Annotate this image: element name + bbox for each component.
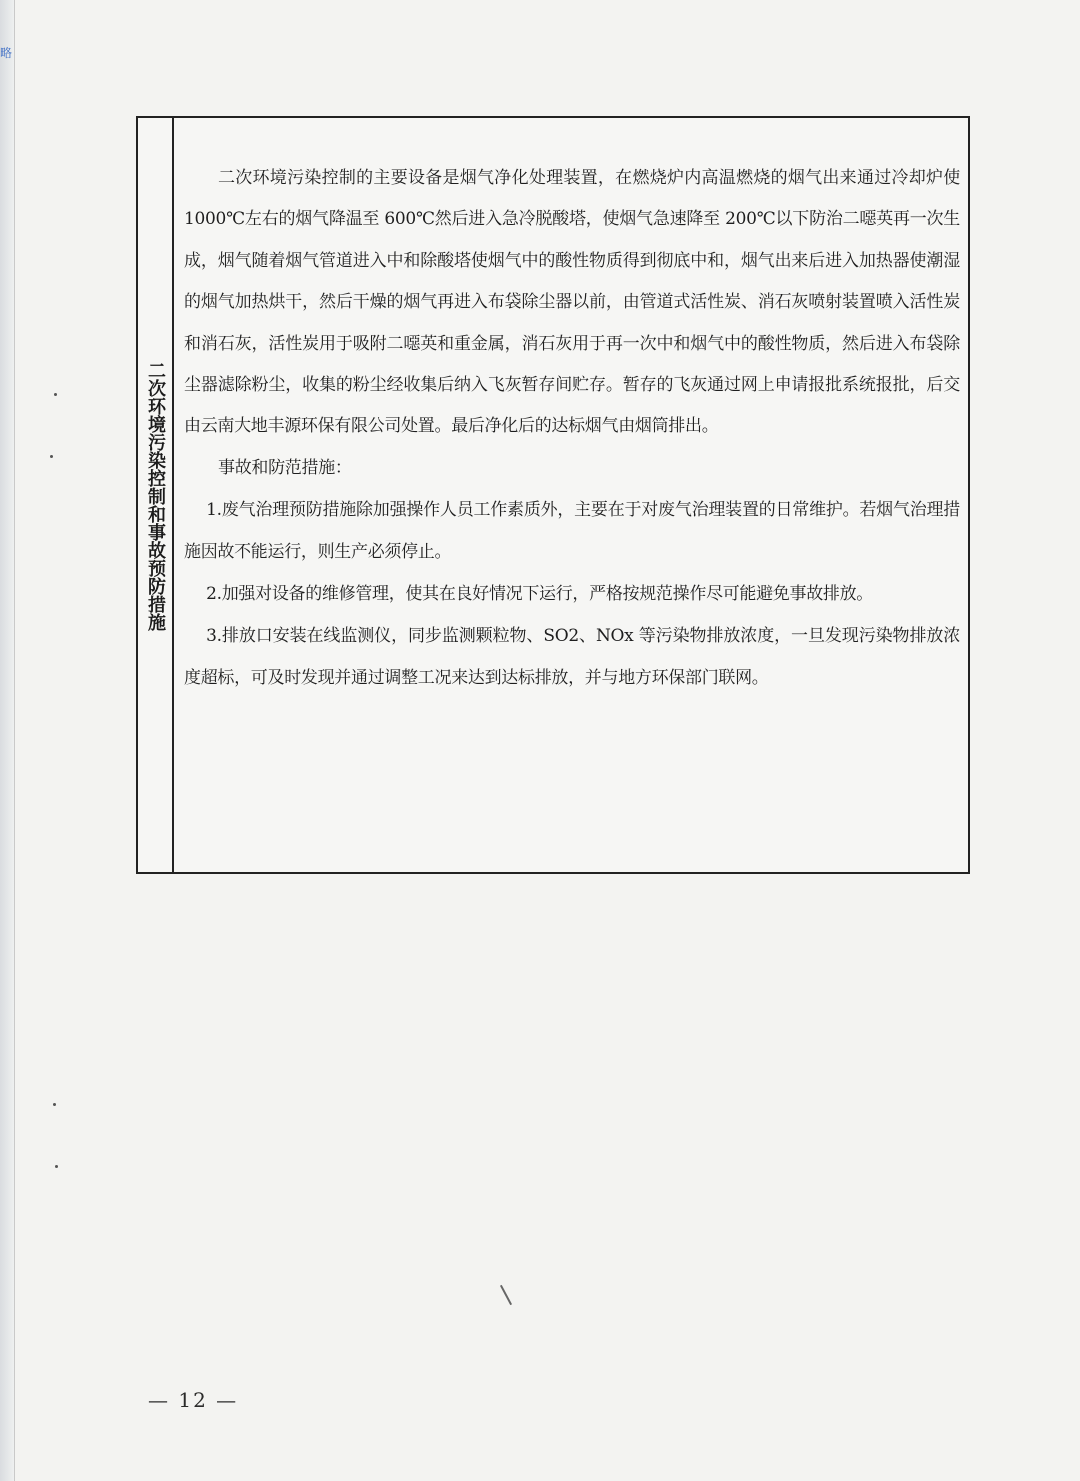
corner-fragment: 略	[0, 46, 13, 60]
page-shadow	[0, 0, 14, 1481]
paper-speck	[50, 455, 53, 458]
document-table	[136, 116, 970, 874]
paper-speck	[53, 1103, 56, 1106]
section-heading: 事故和防范措施：	[218, 457, 352, 478]
content-column	[174, 118, 968, 872]
list-item: 3.排放口安装在线监测仪，同步监测颗粒物、SO2、NOx 等污染物排放浓度，一旦发现污染物排放浓度超标，可及时发现并通过调整工况来达到达标排放，并与地方环保部门联网。	[184, 626, 960, 689]
body-paragraph: 二次环境污染控制的主要设备是烟气净化处理装置，在燃烧炉内高温燃烧的烟气出来通过冷却炉使 1000℃左右的烟气降温至 600℃然后进入急冷脱酸塔，使烟气急速降至 200℃以下防治二噁英再一次生成，烟气随着烟气管道进入中和除酸塔使烟气中的酸性物质得到彻底中和，烟气出来后进入加热器使潮湿的烟气加热烘干，然后干燥的烟气再进入布袋除尘器以前，由管道式活性炭、消石灰喷射装置喷入活性炭和消石灰，活性炭用于吸附二噁英和重金属，消石灰用于再一次中和烟气中的酸性物质，然后进入布袋除尘器滤除粉尘，收集的粉尘经收集后纳入飞灰暂存间贮存。暂存的飞灰通过网上申请报批系统报批，后交由云南大地丰源环保有限公司处置。最后净化后的达标烟气由烟筒排出。	[184, 168, 960, 437]
section-label: 二次环境污染控制和事故预防措施	[145, 361, 166, 631]
page-edge	[14, 0, 15, 1481]
page-number: — 12 —	[148, 1388, 239, 1412]
paper-speck	[55, 1165, 58, 1168]
list-item: 2.加强对设备的维修管理，使其在良好情况下运行，严格按规范操作尽可能避免事故排放。	[206, 584, 874, 605]
paper-scratch	[500, 1285, 512, 1305]
section-label-column	[138, 118, 174, 872]
list-item: 1.废气治理预防措施除加强操作人员工作素质外，主要在于对废气治理装置的日常维护。若烟气治理措施因故不能运行，则生产必须停止。	[184, 500, 960, 563]
paper-speck	[54, 393, 57, 396]
